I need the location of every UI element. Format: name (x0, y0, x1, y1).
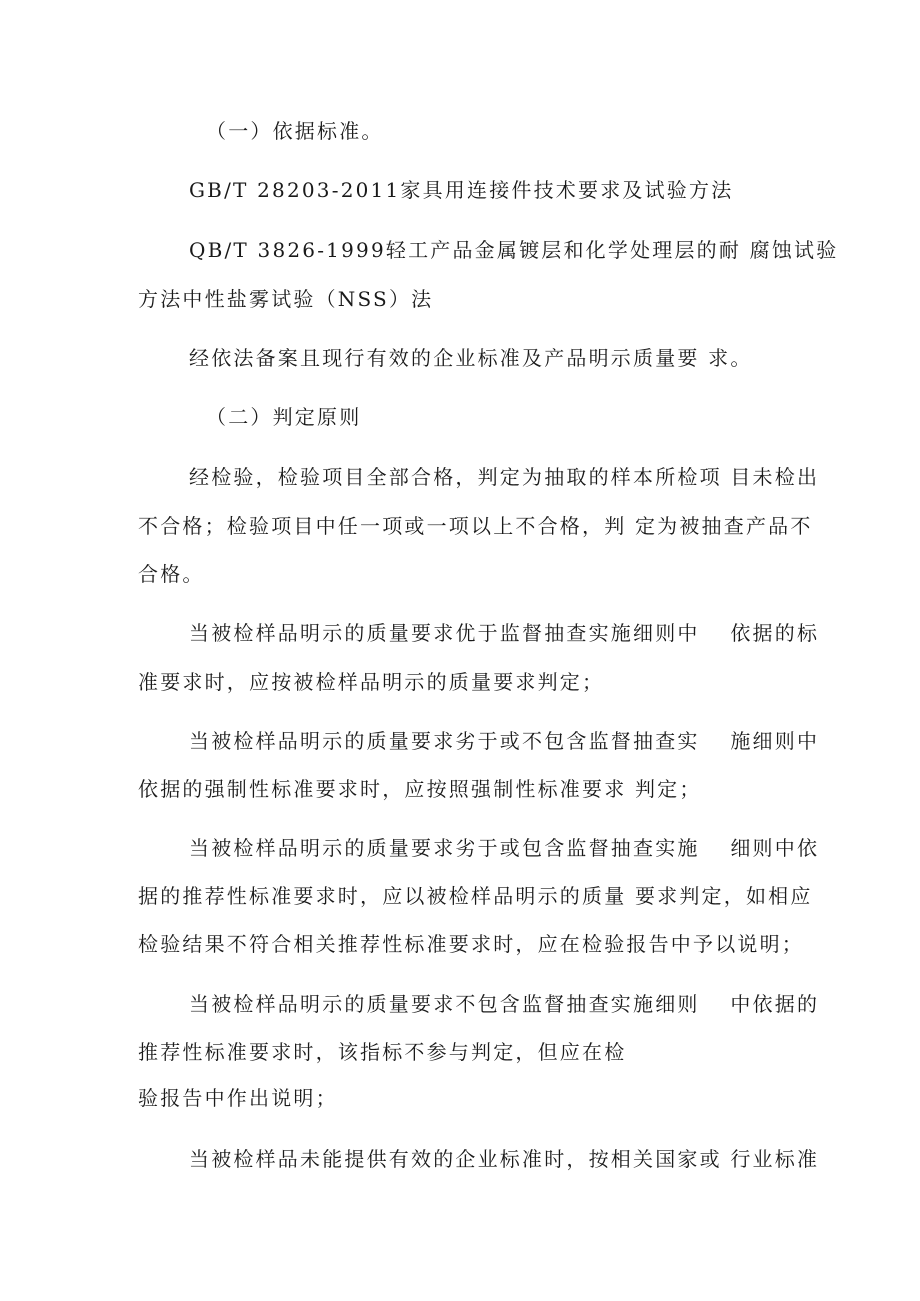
standard-item-gbt-28203: GB/T 28203-2011家具用连接件技术要求及试验方法 (189, 178, 734, 202)
section-heading-basis: （一）依据标准。 (206, 119, 384, 143)
standard-item-qbt-3826-line2: 方法中性盐雾试验（NSS）法 (138, 287, 434, 311)
paragraph-1-line3: 合格。 (138, 562, 205, 586)
paragraph-1-line1: 经检验，检验项目全部合格，判定为抽取的样本所检项 目未检出 (189, 465, 820, 489)
paragraph-4-line1: 当被检样品明示的质量要求劣于或包含监督抽查实施 细则中依 (189, 836, 820, 860)
paragraph-5-line2: 推荐性标准要求时，该指标不参与判定，但应在检 (138, 1040, 627, 1064)
paragraph-4-line3: 检验结果不符合相关推荐性标准要求时，应在检验报告中予以说明； (138, 932, 804, 956)
paragraph-6-line1: 当被检样品未能提供有效的企业标准时，按相关国家或 行业标准 (189, 1147, 820, 1171)
paragraph-2-line2: 准要求时，应按被检样品明示的质量要求判定； (138, 670, 605, 694)
paragraph-2-line1: 当被检样品明示的质量要求优于监督抽查实施细则中 依据的标 (189, 621, 820, 645)
paragraph-3-line1: 当被检样品明示的质量要求劣于或不包含监督抽查实 施细则中 (189, 729, 820, 753)
paragraph-3-line2: 依据的强制性标准要求时，应按照强制性标准要求 判定； (138, 777, 702, 801)
paragraph-4-line2: 据的推荐性标准要求时，应以被检样品明示的质量 要求判定，如相应 (138, 884, 813, 908)
standard-item-enterprise: 经依法备案且现行有效的企业标准及产品明示质量要 求。 (189, 346, 753, 370)
paragraph-5-line1: 当被检样品明示的质量要求不包含监督抽查实施细则 中依据的 (189, 992, 820, 1016)
paragraph-5-line3: 验报告中作出说明； (138, 1086, 338, 1110)
paragraph-1-line2: 不合格；检验项目中任一项或一项以上不合格，判 定为被抽查产品不 (138, 514, 813, 538)
standard-item-qbt-3826-line1: QB/T 3826-1999轻工产品金属镀层和化学处理层的耐 腐蚀试验 (189, 238, 839, 262)
section-heading-judgement: （二）判定原则 (206, 405, 362, 429)
